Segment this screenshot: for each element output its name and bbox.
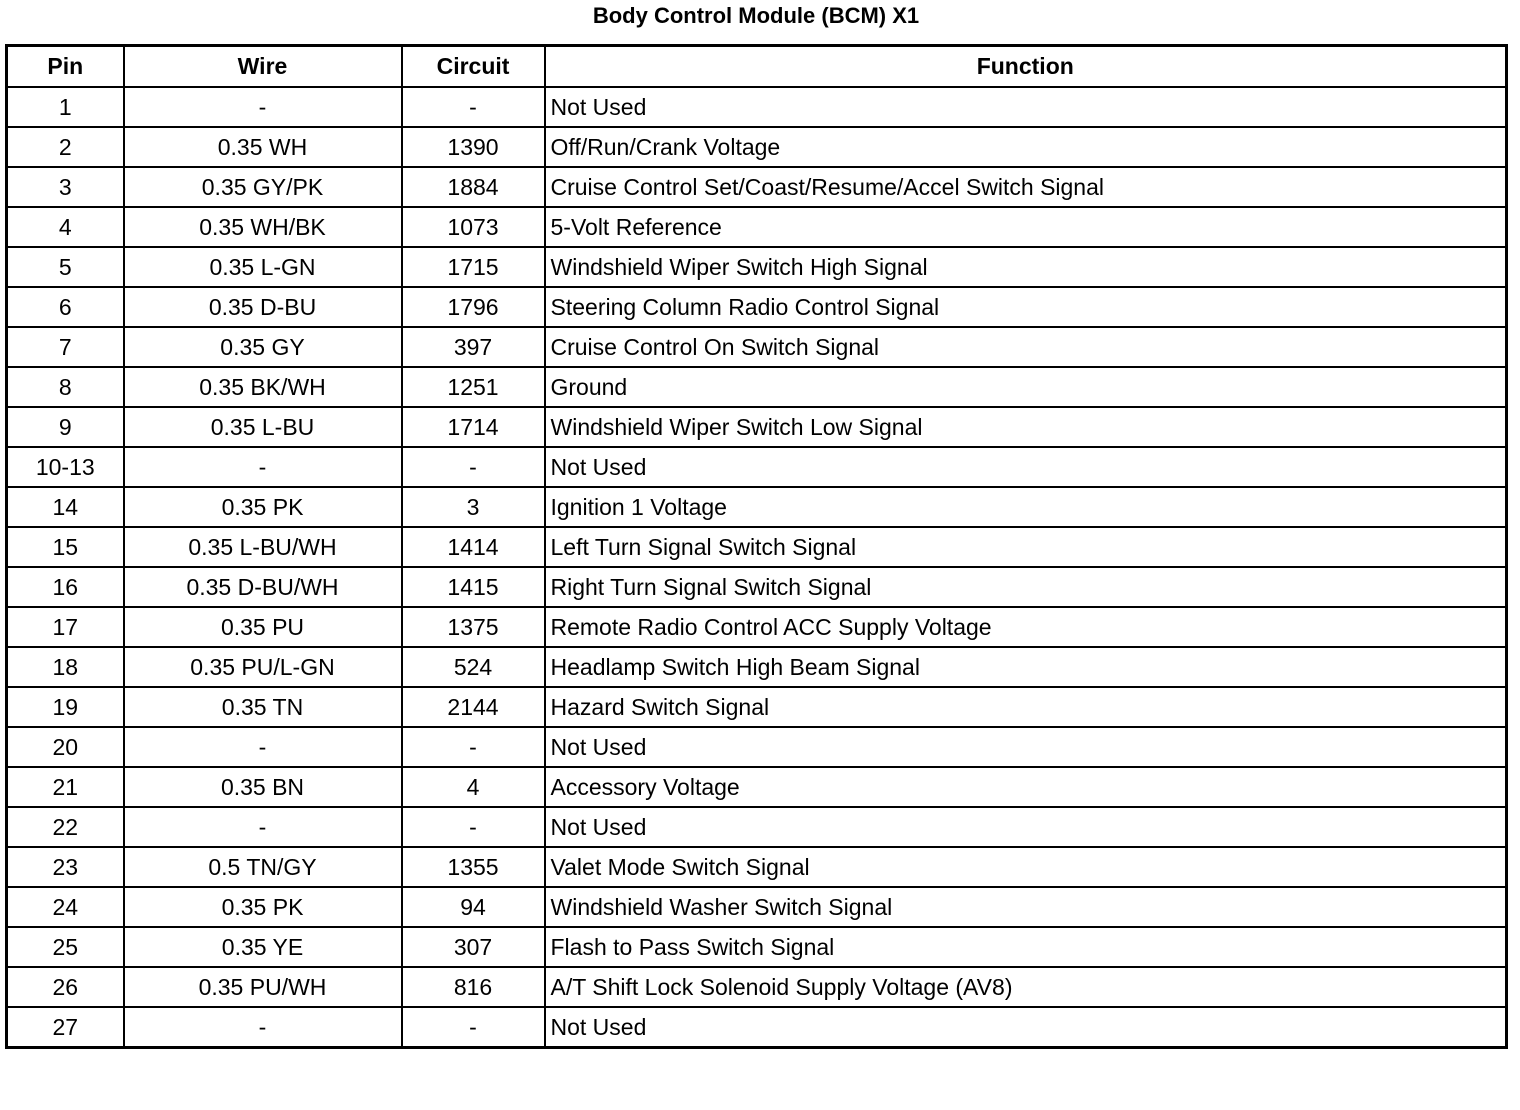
pin-cell: 21 [7,767,124,807]
table-title: Body Control Module (BCM) X1 [592,3,920,28]
pin-cell: 26 [7,967,124,1007]
table-row [7,607,1507,647]
circuit-cell: 1355 [402,847,545,887]
function-cell: Windshield Washer Switch Signal [545,887,1507,927]
table-row [7,567,1507,607]
wire-cell: 0.35 D-BU/WH [124,567,402,607]
pin-cell: 2 [7,127,124,167]
pin-cell: 5 [7,247,124,287]
circuit-cell: 1375 [402,607,545,647]
pin-cell: 10-13 [7,447,124,487]
pin-cell: 22 [7,807,124,847]
table-row [7,967,1507,1007]
function-cell: Hazard Switch Signal [545,687,1507,727]
circuit-cell: - [402,1007,545,1048]
pin-cell: 8 [7,367,124,407]
wire-cell: - [124,447,402,487]
pin-cell: 14 [7,487,124,527]
circuit-cell: 524 [402,647,545,687]
table-row [7,767,1507,807]
function-cell: Valet Mode Switch Signal [545,847,1507,887]
pin-cell: 9 [7,407,124,447]
pin-cell: 17 [7,607,124,647]
pin-cell: 16 [7,567,124,607]
wire-cell: 0.35 PK [124,887,402,927]
pin-cell: 24 [7,887,124,927]
wire-cell: 0.35 BK/WH [124,367,402,407]
circuit-cell: - [402,727,545,767]
table-row [7,407,1507,447]
table-row [7,727,1507,767]
table-row [7,927,1507,967]
circuit-cell: 1251 [402,367,545,407]
table-row [7,87,1507,127]
function-cell: Accessory Voltage [545,767,1507,807]
pin-cell: 20 [7,727,124,767]
circuit-cell: 1714 [402,407,545,447]
function-cell: Remote Radio Control ACC Supply Voltage [545,607,1507,647]
circuit-cell: 307 [402,927,545,967]
circuit-cell: 2144 [402,687,545,727]
function-cell: Not Used [545,1007,1507,1048]
function-cell: 5-Volt Reference [545,207,1507,247]
circuit-cell: 1884 [402,167,545,207]
circuit-cell: 397 [402,327,545,367]
function-cell: Windshield Wiper Switch Low Signal [545,407,1507,447]
wire-cell: 0.35 PU [124,607,402,647]
table-row [7,847,1507,887]
circuit-cell: - [402,87,545,127]
wire-cell: 0.35 YE [124,927,402,967]
table-row [7,447,1507,487]
pin-cell: 3 [7,167,124,207]
table-row [7,247,1507,287]
wire-cell: 0.35 BN [124,767,402,807]
function-cell: Cruise Control On Switch Signal [545,327,1507,367]
wire-cell: - [124,87,402,127]
circuit-cell: 1715 [402,247,545,287]
circuit-cell: 1414 [402,527,545,567]
circuit-cell: - [402,447,545,487]
circuit-cell: 3 [402,487,545,527]
circuit-cell: 94 [402,887,545,927]
wire-cell: 0.35 TN [124,687,402,727]
wire-cell: 0.35 GY/PK [124,167,402,207]
table-row [7,287,1507,327]
function-cell: Headlamp Switch High Beam Signal [545,647,1507,687]
wire-cell: - [124,727,402,767]
pin-cell: 18 [7,647,124,687]
function-cell: Cruise Control Set/Coast/Resume/Accel Switch Signal [545,167,1507,207]
pin-cell: 27 [7,1007,124,1048]
table-row [7,327,1507,367]
table-row [7,687,1507,727]
circuit-cell: 1796 [402,287,545,327]
wire-cell: 0.35 WH [124,127,402,167]
function-cell: Steering Column Radio Control Signal [545,287,1507,327]
column-header-function: Function [545,46,1507,88]
function-cell: Flash to Pass Switch Signal [545,927,1507,967]
circuit-cell: 1073 [402,207,545,247]
connector-pinout-table [5,44,1508,1049]
table-row [7,807,1507,847]
table-row [7,887,1507,927]
circuit-cell: 4 [402,767,545,807]
table-body [7,87,1507,1048]
wire-cell: 0.35 PU/WH [124,967,402,1007]
table-row [7,127,1507,167]
column-header-pin: Pin [7,46,124,88]
pin-cell: 7 [7,327,124,367]
pin-cell: 25 [7,927,124,967]
pin-cell: 4 [7,207,124,247]
function-cell: A/T Shift Lock Solenoid Supply Voltage (AV8) [545,967,1507,1007]
function-cell: Ignition 1 Voltage [545,487,1507,527]
pin-cell: 1 [7,87,124,127]
table-row [7,1007,1507,1048]
wire-cell: - [124,1007,402,1048]
circuit-cell: 1415 [402,567,545,607]
wire-cell: 0.35 PK [124,487,402,527]
wire-cell: - [124,807,402,847]
circuit-cell: 816 [402,967,545,1007]
table-row [7,207,1507,247]
function-cell: Not Used [545,447,1507,487]
wire-cell: 0.35 L-GN [124,247,402,287]
wire-cell: 0.5 TN/GY [124,847,402,887]
wire-cell: 0.35 L-BU/WH [124,527,402,567]
circuit-cell: 1390 [402,127,545,167]
wire-cell: 0.35 WH/BK [124,207,402,247]
table-row [7,167,1507,207]
wire-cell: 0.35 GY [124,327,402,367]
pin-cell: 23 [7,847,124,887]
header-row [7,46,1507,88]
pin-cell: 15 [7,527,124,567]
wire-cell: 0.35 PU/L-GN [124,647,402,687]
function-cell: Off/Run/Crank Voltage [545,127,1507,167]
function-cell: Left Turn Signal Switch Signal [545,527,1507,567]
function-cell: Windshield Wiper Switch High Signal [545,247,1507,287]
pin-cell: 6 [7,287,124,327]
pin-cell: 19 [7,687,124,727]
wire-cell: 0.35 L-BU [124,407,402,447]
circuit-cell: - [402,807,545,847]
function-cell: Right Turn Signal Switch Signal [545,567,1507,607]
wire-cell: 0.35 D-BU [124,287,402,327]
table-row [7,367,1507,407]
function-cell: Ground [545,367,1507,407]
column-header-wire: Wire [124,46,402,88]
table-row [7,487,1507,527]
function-cell: Not Used [545,807,1507,847]
function-cell: Not Used [545,727,1507,767]
table-row [7,527,1507,567]
column-header-circuit: Circuit [402,46,545,88]
table-row [7,647,1507,687]
function-cell: Not Used [545,87,1507,127]
